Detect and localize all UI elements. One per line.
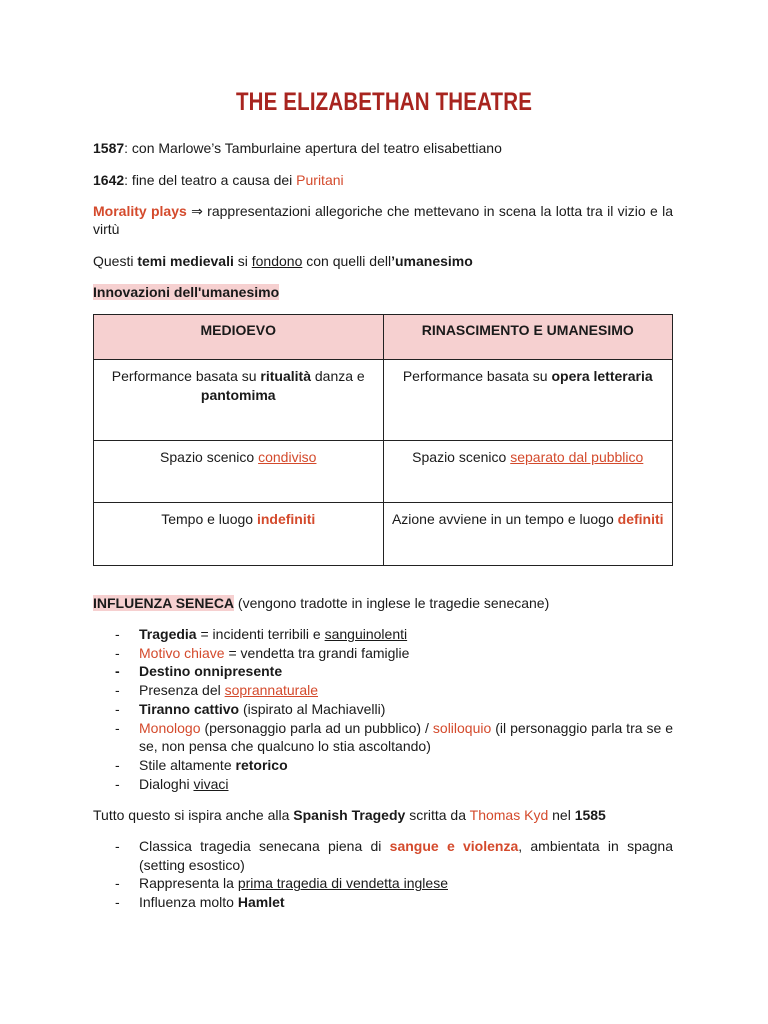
table-header: MEDIOEVO xyxy=(94,315,384,360)
list-item: - Dialoghi vivaci xyxy=(93,775,673,794)
seneca-heading-label: INFLUENZA SENECA xyxy=(93,595,235,611)
morality-plays-term: Morality plays xyxy=(93,203,187,219)
paragraph-1642: 1642: fine del teatro a causa dei Puritani xyxy=(93,172,344,188)
table-row xyxy=(94,441,673,503)
table-cell: Performance basata su opera letteraria xyxy=(383,360,673,441)
paragraph-1587: 1587: con Marlowe’s Tamburlaine apertura del teatro elisabettiano xyxy=(93,140,502,156)
puritani-term: Puritani xyxy=(296,172,344,188)
table-row xyxy=(94,360,673,441)
paragraph-temi-medievali: Questi temi medievali si fondono con quelli dell’umanesimo xyxy=(93,253,473,269)
list-item: - Rappresenta la prima tragedia di vendetta inglese xyxy=(93,874,673,893)
table-cell: Tempo e luogo indefiniti xyxy=(94,503,384,566)
paragraph-spanish-tragedy: Tutto questo si ispira anche alla Spanish Tragedy scritta da Thomas Kyd nel 1585 xyxy=(93,807,606,823)
comparison-table xyxy=(93,314,673,566)
table-cell: Performance basata su ritualità danza e pantomima xyxy=(94,360,384,441)
table-row xyxy=(94,503,673,566)
list-item: - Influenza molto Hamlet xyxy=(93,893,673,912)
list-item: - Destino onnipresente xyxy=(93,662,673,681)
spanish-tragedy-list xyxy=(93,837,673,912)
table-header: RINASCIMENTO E UMANESIMO xyxy=(383,315,673,360)
innovazioni-heading: Innovazioni dell'umanesimo xyxy=(93,284,280,300)
list-item: - Monologo (personaggio parla ad un pubblico) / soliloquio (il personaggio parla tra se e se, non pensa che qualcuno lo stia ascoltando) xyxy=(93,719,673,756)
table-cell: Spazio scenico condiviso xyxy=(94,441,384,503)
list-item: - Classica tragedia senecana piena di sangue e violenza, ambientata in spagna (setting esostico) xyxy=(93,837,673,874)
seneca-heading: INFLUENZA SENECA (vengono tradotte in inglese le tragedie senecane) xyxy=(93,595,550,611)
implies-arrow: ⇒ xyxy=(186,203,208,219)
list-item: - Stile altamente retorico xyxy=(93,756,673,775)
year-1587: 1587 xyxy=(93,140,125,156)
list-item: - Tragedia = incidenti terribili e sanguinolenti xyxy=(93,625,673,644)
page-title: THE ELIZABETHAN THEATRE xyxy=(235,88,533,116)
table-cell: Azione avviene in un tempo e luogo definiti xyxy=(383,503,673,566)
list-item: - Presenza del soprannaturale xyxy=(93,681,673,700)
table-cell: Spazio scenico separato dal pubblico xyxy=(383,441,673,503)
list-item: - Tiranno cattivo (ispirato al Machiavelli) xyxy=(93,700,673,719)
seneca-list xyxy=(93,625,673,793)
list-item: - Motivo chiave = vendetta tra grandi famiglie xyxy=(93,644,673,663)
table-header-row xyxy=(94,315,673,360)
year-1642: 1642 xyxy=(93,172,125,188)
paragraph-morality-plays: Morality plays ⇒ rappresentazioni allegoriche che mettevano in scena la lotta tra il vizio e la virtù xyxy=(93,203,673,237)
